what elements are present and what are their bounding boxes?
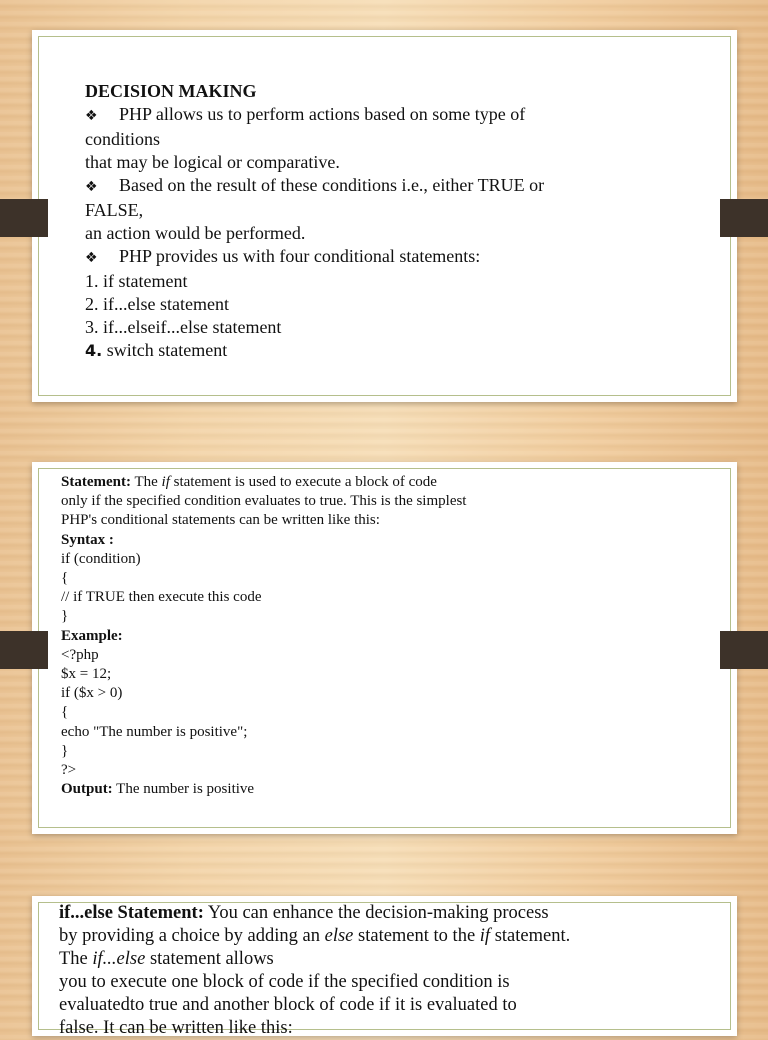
decorative-tab <box>720 631 768 669</box>
code-line: if ($x > 0) <box>61 685 123 702</box>
intro-line: PHP's conditional statements can be written like this: <box>61 512 380 529</box>
intro-text: statement is used to execute a block of code <box>169 474 437 490</box>
bullet-text: Based on the result of these conditions i.e., either TRUE or <box>119 175 545 195</box>
if-keyword: if <box>161 474 170 490</box>
list-number: 4. <box>85 341 103 360</box>
text-span: statement to the <box>353 926 480 946</box>
decorative-tab <box>0 631 48 669</box>
slide-heading: DECISION MAKING <box>85 81 257 101</box>
slide-if-else-statement <box>32 896 737 1036</box>
list-item: 1. if statement <box>85 271 188 291</box>
list-item <box>85 339 544 362</box>
slide-content <box>85 80 544 362</box>
example-label: Example: <box>61 627 123 644</box>
text-line: evaluatedto true and another block of code if it is evaluated to <box>59 995 517 1015</box>
syntax-line: } <box>61 608 69 625</box>
output-label: Output: <box>61 781 113 798</box>
code-line: } <box>61 742 69 759</box>
text-line <box>59 948 570 971</box>
text-line <box>59 925 570 948</box>
bullet-point <box>85 174 544 199</box>
code-line: <?php <box>61 646 99 663</box>
syntax-line: { <box>61 570 69 587</box>
if-else-label: if...else Statement: <box>59 903 204 923</box>
list-text: switch statement <box>102 340 228 360</box>
text-span: statement. <box>490 926 571 946</box>
else-keyword: else <box>324 926 354 946</box>
text-span: The <box>59 949 93 969</box>
text-span: by providing a choice by adding an <box>59 926 325 946</box>
intro-line: only if the specified condition evaluates to true. This is the simplest <box>61 493 467 510</box>
slide-content <box>59 902 570 1040</box>
text-span: statement allows <box>145 949 274 969</box>
slide-decision-making <box>32 30 737 402</box>
list-item: 3. if...elseif...else statement <box>85 317 282 337</box>
intro-line <box>61 473 466 492</box>
bullet-point <box>85 103 544 128</box>
text-line <box>59 902 570 925</box>
list-item: 2. if...else statement <box>85 294 229 314</box>
code-line: ?> <box>61 762 77 779</box>
intro-text: The <box>130 474 162 490</box>
code-line: { <box>61 704 69 721</box>
text-line: an action would be performed. <box>85 223 306 243</box>
decorative-tab <box>0 199 48 237</box>
statement-label: Statement: <box>61 474 131 490</box>
decorative-tab <box>720 199 768 237</box>
code-line: echo "The number is positive"; <box>61 723 248 740</box>
slide-if-statement <box>32 462 737 834</box>
output-line <box>61 780 466 799</box>
text-span: You can enhance the decision-making process <box>203 903 549 923</box>
bullet-point <box>85 245 544 270</box>
bullet-diamond-icon: ❖ <box>85 250 98 266</box>
if-keyword: if <box>479 926 491 946</box>
slide-content <box>61 473 466 799</box>
text-line: false. It can be written like this: <box>59 1018 293 1038</box>
text-line: that may be logical or comparative. <box>85 152 340 172</box>
bullet-text: PHP provides us with four conditional statements: <box>119 246 481 266</box>
bullet-diamond-icon: ❖ <box>85 179 98 195</box>
text-line: conditions <box>85 129 160 149</box>
syntax-line: if (condition) <box>61 550 141 567</box>
if-else-keyword: if...else <box>92 949 146 969</box>
bullet-diamond-icon: ❖ <box>85 108 98 124</box>
syntax-line: // if TRUE then execute this code <box>61 589 262 606</box>
code-line: $x = 12; <box>61 666 112 683</box>
syntax-label: Syntax : <box>61 531 114 548</box>
output-text: The number is positive <box>112 781 255 798</box>
text-line: you to execute one block of code if the specified condition is <box>59 972 510 992</box>
bullet-text: PHP allows us to perform actions based on some type of <box>119 104 526 124</box>
text-line: FALSE, <box>85 200 144 220</box>
